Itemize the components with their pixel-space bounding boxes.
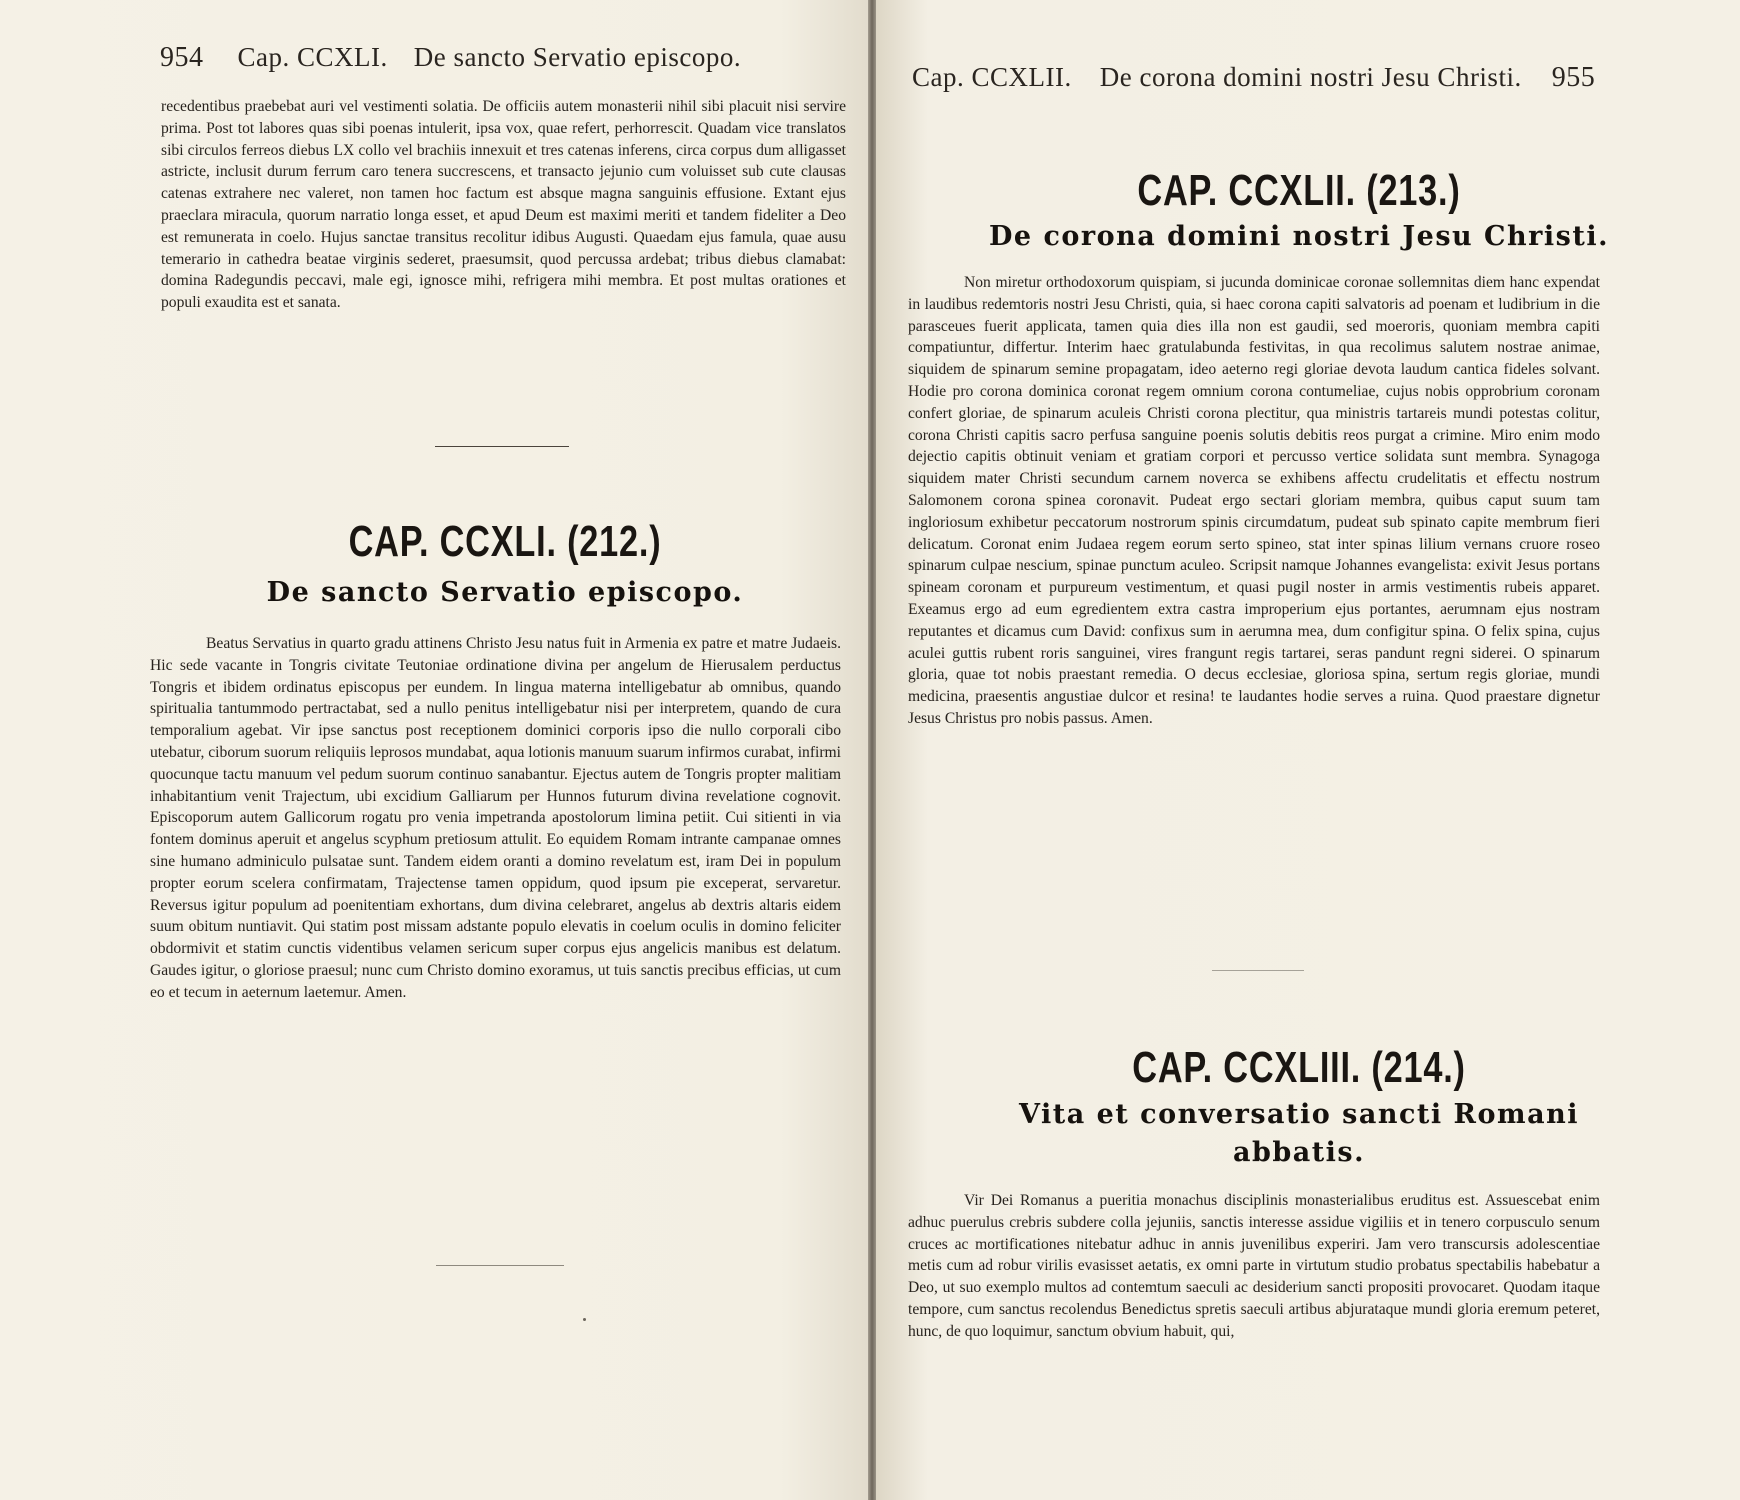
paragraph: Vir Dei Romanus a pueritia monachus disciplinis monasterialibus eruditus est. Assuescebat enim adhuc puerulus crebris subdere colla jejuniis, sanctis interesse assidue vigiliis et in tenero corpusculo senum cruces ac mortificationes nitebatur adhuc in annis juvenilibus experiri. Jam vero transcursis adolescentiae metis cum ad robur virilis evasisset aetatis, ex omni parte in virtutum studio probatus spectabilis habebatur a Deo, ut suo exemplo multos ad contemtum saeculi ac desiderium sancti propositi provocaret. Quodam itaque tempore, cum sanctus recolendus Benedictus spretis saeculi artibus abjurataque mundi gloria eremum peteret, hunc, de quo loquimur, sanctum obvium habuit, qui, bbox=[908, 1192, 1600, 1340]
page-number: 954 bbox=[160, 42, 204, 73]
running-title: De sancto Servatio episcopo. bbox=[413, 42, 742, 72]
chapter-text bbox=[908, 272, 1600, 730]
chapter-subtitle: De sancto Servatio episcopo. bbox=[266, 577, 744, 608]
paragraph: recedentibus praebebat auri vel vestimenti solatia. De officiis autem monasterii nihil sibi placuit nisi servire prima. Post tot labores quas sibi poenas intulerit, ipsa vox, quae refert, perhorrescit. Quadam vice translatos sibi circulos ferreos diebus LX collo vel brachiis innexuit et tres catenas inferens, circa corpus dum alligasset astricte, inclusit durum ferrum caro tenera succrescens, et transacto jejunio cum voluisset sub cute clausas catenas extrahere nec valeret, non tamen hoc factum est absque magna sanguinis effusione. Extant ejus praeclara miracula, quorum narratio longa esset, et apud Deum est maximi meriti et tandem fideliter a Deo est remunerata in coelo. Hujus sanctae transitus recolitur idibus Augusti. Quaedam ejus famula, quae ausu temerario in cathedra beatae virginis sederet, praesumsit, quod percussa ardebat; tribus diebus clamabat: domina Radegundis peccavi, male egi, ignosce mihi, refrigera mihi membra. Et post multas orationes et populi exaudita est et sanata. bbox=[161, 98, 846, 312]
section-divider bbox=[435, 446, 569, 447]
right-page bbox=[876, 0, 1740, 1500]
section-divider bbox=[1212, 970, 1304, 971]
subtitle-line: Vita et conversatio sancti Romani bbox=[1019, 1099, 1579, 1130]
left-page bbox=[0, 0, 868, 1500]
chapter-text bbox=[150, 633, 841, 1004]
end-divider bbox=[436, 1265, 564, 1266]
running-chapter: Cap. CCXLII. bbox=[912, 62, 1072, 92]
paragraph: Non miretur orthodoxorum quispiam, si jucunda dominicae coronae sollemnitas diem hanc expendat in laudibus redemtoris nostri Jesu Christi, quia, si haec corona capiti salvatoris ad poenam et ludibrium in die parasceues fuerit applicata, tamen quia dies illa non est gaudii, sed moeroris, quoniam membra capiti compatiuntur, differtur. Interim haec gratulabunda festivitas, in qua recolimus salutem nostrae animae, siquidem de spinarum semine propagatam, ideo aeterno regi gloriae devota laudum cantica fideles solvant. Hodie pro corona dominica coronat regem omnium corona contumeliae, cujus nobis opprobrium coronam confert gloriae, de spinarum aculeis Christi corona plectitur, qua ministris tartareis mundi potestas colitur, corona Christi capitis sacro perfusa sanguine poenis solutis debitis reos purgat a crimine. Miro enim modo dejectio capitis obtinuit veniam et gratiam corpori et percusso vertice solidata sunt membra. Synagoga siquidem mater Christi secundum carnem noverca se exhibens affectu crudelitatis et effectu nostrum Salomonem corona spinea coronavit. Pudeat ergo sectari gloriam membra, quibus caput suum tam ingloriosum exhibetur peccatorum nostrorum spinis circumdatum, pudeat sub spinato capite membrum fieri delicatum. Coronat enim Judaea regem eorum serto spineo, stat inter spinas lilium vernans cruore roseo spinarum culpae nescium, spinae punctum aculeo. Scripsit namque Johannes evangelista: exivit Jesus portans spineam coronam et purpureum vestimentum, et quasi pugil noster in armis vestimentis rubeis apparet. Exeamus ergo ad eum egredientem extra castra improperium ejus portantes, aerumnam ejus nostram reputantes et dicamus cum David: confixus sum in aerumna mea, dum configitur spina. O felix spina, cujus aculei guttis rubent roris sanguinei, vires frangunt regis tartarei, seras pandunt regni siderei. O spinarum gloria, quae tot nobis praestant remedia. O decus ecclesiae, gloriosa spina, sertum regis gloriae, mundi medicina, praesentis angustiae dulcor et resina! te laudantes hodie serves a ruina. Quod praestare dignetur Jesus Christus pro nobis passus. Amen. bbox=[908, 274, 1600, 727]
subtitle-line: abbatis. bbox=[1232, 1137, 1366, 1168]
chapter-subtitle bbox=[906, 1096, 1692, 1172]
paragraph: Beatus Servatius in quarto gradu attinens Christo Jesu natus fuit in Armenia ex patre et matre Judaeis. Hic sede vacante in Tongris civitate Teutoniae ordinatione divina per angelum de Hierusalem perductus Tongris et ibidem ordinatus episcopus per eundem. In lingua materna intelligebatur ab omnibus, quando spiritualia tantummodo pertractabat, sed a nullo penitus intelligebatur nisi per interpretem, quando de cura temporalium agebat. Vir ipse sanctus post receptionem dominici corporis ipso die nullo corporali cibo utebatur, ciborum suorum reliquiis leprosos mundabat, aqua lotionis manuum suarum infirmos curabat, infirmi quocunque tactu manuum vel pedum suorum continuo sanabantur. Ejectus autem de Tongris propter malitiam inhabitantium venit Trajectum, ubi excidium Galliarum per Hunnos futurum divina revelatione cognovit. Episcoporum autem Gallicorum rogatu pro venia impetranda apostolorum limina petiit. Cui sitienti in via fontem dominus aperuit et angelus scyphum pretiosum attulit. Eo equidem Romam intrante campanae omnes sine humano adminiculo pulsatae sunt. Tandem eidem oranti a domino revelatum est, iram Dei in populum propter eorum scelera confirmatam, Trajectense tamen oppidum, quod ipsum pie exceperat, servaretur. Reversus igitur populum ad poenitentiam exhortans, dum divina celebraret, angelus ab dextris altaris eidem suum obitum nuntiavit. Qui statim post missam adstante populo elevatis in coelum oculis in domino feliciter obdormivit et statim cunctis videntibus velamen sericum super corpus ejus angelicis manibus est delatum. Gaudes igitur, o gloriose praesul; nunc cum Christo domino exoramus, ut tuis sanctis precibus efficias, ut cum eo et tecum in aeternum laetemur. Amen. bbox=[150, 635, 841, 1001]
continuation-text bbox=[161, 96, 846, 314]
page-number: 955 bbox=[1551, 62, 1596, 93]
ink-mark bbox=[583, 1318, 586, 1321]
running-chapter: Cap. CCXLI. bbox=[237, 42, 388, 72]
chapter-subtitle: De corona domini nostri Jesu Christi. bbox=[988, 221, 1609, 252]
running-title: De corona domini nostri Jesu Christi. bbox=[1099, 62, 1522, 92]
chapter-heading: CAP. CCXLIII. (214.) bbox=[1132, 1043, 1466, 1092]
book-gutter bbox=[868, 0, 876, 1500]
chapter-heading: CAP. CCXLII. (213.) bbox=[1137, 166, 1461, 215]
chapter-heading: CAP. CCXLI. (212.) bbox=[348, 517, 662, 566]
chapter-text bbox=[908, 1190, 1600, 1343]
running-head-left bbox=[160, 42, 741, 74]
running-head-right bbox=[912, 62, 1595, 94]
